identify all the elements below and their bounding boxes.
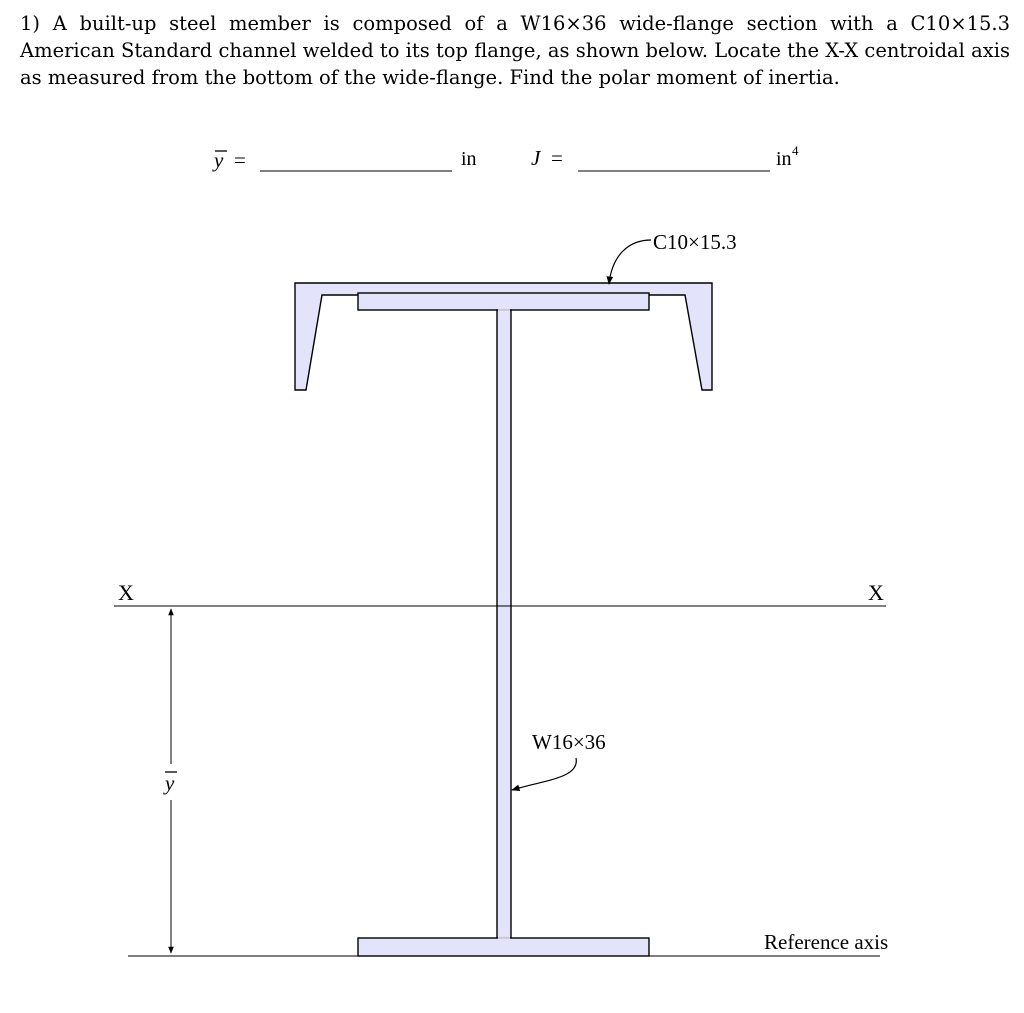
problem-statement: 1) A built-up steel member is composed of a W16×36 wide-flange section with a C10×15.3 American Standard channel welded to its top flange, as shown below. Locate the X-X centroidal axis as measured from the bottom of the wide-flange. Find the polar moment of inertia. bbox=[20, 12, 1010, 89]
dimension-label: y bbox=[165, 771, 175, 795]
ybar-equals: = bbox=[234, 148, 246, 172]
j-equals: = bbox=[551, 146, 563, 170]
reference-axis-label: Reference axis bbox=[764, 930, 889, 954]
wflange-label: W16×36 bbox=[532, 730, 606, 754]
j-unit-exponent: 4 bbox=[792, 143, 799, 158]
wflange-leader bbox=[512, 758, 576, 790]
axis-label-right: X bbox=[868, 580, 884, 605]
ybar-unit: in bbox=[461, 148, 477, 170]
axis-label-left: X bbox=[118, 580, 134, 605]
channel-label: C10×15.3 bbox=[653, 230, 737, 254]
answer-line bbox=[212, 143, 799, 172]
wflange-bottom-flange bbox=[358, 938, 649, 956]
j-unit: in bbox=[776, 148, 792, 170]
j-symbol: J bbox=[531, 146, 541, 170]
channel-leader bbox=[609, 240, 651, 284]
ybar-symbol: y bbox=[214, 148, 224, 172]
wflange-web bbox=[497, 310, 511, 938]
wflange-top-flange bbox=[358, 293, 649, 310]
